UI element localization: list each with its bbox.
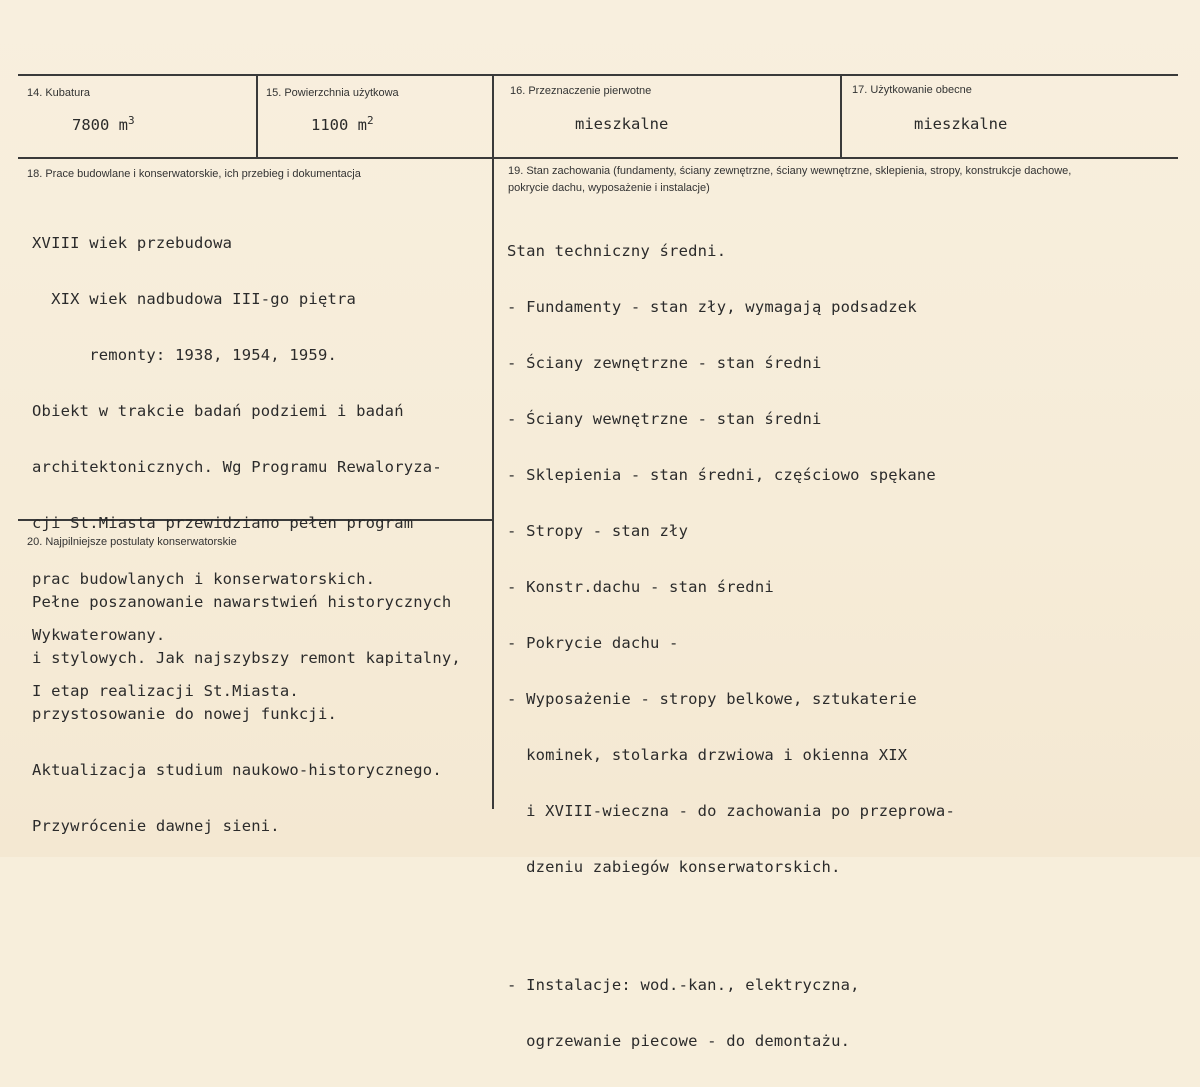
prace-line: I etap realizacji St.Miasta. (32, 682, 299, 700)
col-divider-1 (256, 76, 258, 158)
przeznaczenie-label: 16. Przeznaczenie pierwotne (510, 85, 652, 97)
przeznaczenie-value: mieszkalne (575, 115, 669, 133)
stan-line: dzeniu zabiegów konserwatorskich. (507, 858, 841, 876)
stan-line: ogrzewanie piecowe - do demontażu. (507, 1032, 851, 1050)
uzytkowanie-label: 17. Użytkowanie obecne (852, 84, 972, 96)
postulaty-label: 20. Najpilniejsze postulaty konserwatorskie (27, 536, 237, 548)
powierzchnia-value (311, 114, 374, 134)
prace-line: XIX wiek nadbudowa III-go piętra (32, 290, 357, 308)
col-divider-3 (840, 76, 842, 158)
postulaty-line: Aktualizacja studium naukowo-historycznego. (32, 761, 442, 779)
powierzchnia-unit-exponent: 2 (367, 114, 374, 127)
stan-line: i XVIII-wieczna - do zachowania po przeprowa- (507, 802, 955, 820)
stan-line: - Konstr.dachu - stan średni (507, 578, 774, 596)
uzytkowanie-value: mieszkalne (914, 115, 1008, 133)
powierzchnia-label: 15. Powierzchnia użytkowa (266, 87, 399, 99)
stan-label: 19. Stan zachowania (fundamenty, ściany zewnętrzne, ściany wewnętrzne, sklepienia, stropy, konstrukcje dachowe, pokrycie dachu, wyposażenie i instalacje) (508, 165, 1072, 194)
stan-line: - Ściany zewnętrzne - stan średni (507, 354, 822, 372)
stan-line: - Wyposażenie - stropy belkowe, sztukaterie (507, 690, 917, 708)
prace-label: 18. Prace budowlane i konserwatorskie, ich przebieg i dokumentacja (27, 168, 361, 180)
stan-line: kominek, stolarka drzwiowa i okienna XIX (507, 746, 908, 764)
prace-line: Obiekt w trakcie badań podziemi i badań (32, 402, 404, 420)
prace-line: remonty: 1938, 1954, 1959. (32, 346, 338, 364)
stan-line: - Sklepienia - stan średni, częściowo spękane (507, 466, 936, 484)
postulaty-line: Przywrócenie dawnej sieni. (32, 817, 280, 835)
top-rule (18, 74, 1178, 76)
stan-line: - Ściany wewnętrzne - stan średni (507, 410, 822, 428)
kubatura-label: 14. Kubatura (27, 87, 90, 99)
row1-rule (18, 157, 1178, 159)
stan-line: - Pokrycie dachu - (507, 634, 679, 652)
kubatura-value (72, 114, 135, 134)
postulaty-line: przystosowanie do nowej funkcji. (32, 705, 338, 723)
postulaty-line: Pełne poszanowanie nawarstwień historycznych (32, 593, 452, 611)
kubatura-unit-exponent: 3 (128, 114, 135, 127)
stan-line: - Instalacje: wod.-kan., elektryczna, (507, 976, 860, 994)
powierzchnia-number: 1100 m (311, 116, 367, 135)
postulaty-line: i stylowych. Jak najszybszy remont kapitalny, (32, 649, 461, 667)
kubatura-number: 7800 m (72, 116, 128, 135)
stan-line: Stan techniczny średni. (507, 242, 727, 260)
stan-line: - Fundamenty - stan zły, wymagają podsadzek (507, 298, 917, 316)
stan-line (507, 913, 955, 939)
prace-line: XVIII wiek przebudowa (32, 234, 233, 252)
stan-text (507, 205, 955, 1087)
stan-line: - Stropy - stan zły (507, 522, 689, 540)
postulaty-text (32, 556, 461, 872)
col-divider-2 (492, 76, 494, 809)
prace-line: prac budowlanych i konserwatorskich. (32, 570, 376, 588)
prace-line: Wykwaterowany. (32, 626, 166, 644)
prace-line: architektonicznych. Wg Programu Rewaloryza- (32, 458, 442, 476)
prace-line: cji St.Miasta przewidziano pełen program (32, 514, 414, 532)
